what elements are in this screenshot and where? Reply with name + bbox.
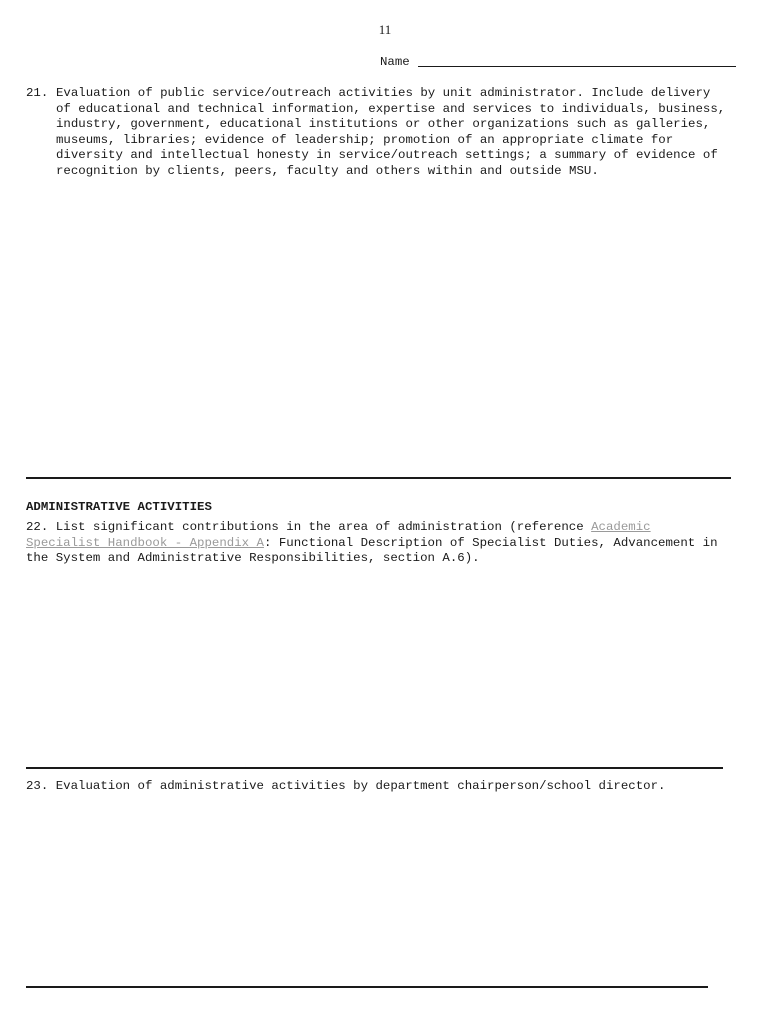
question-23-text: Evaluation of administrative activities by department chairperson/school director. bbox=[55, 779, 666, 793]
name-label: Name bbox=[380, 55, 410, 69]
question-21-number: 21. bbox=[26, 86, 49, 100]
question-22-text-after: : Functional Description of Specialist Duties, Advancement in the System and Administrative Responsibilities, section A.6). bbox=[26, 535, 718, 566]
question-22-text-before: List significant contributions in the area of administration (reference bbox=[55, 520, 592, 534]
question-22-number: 22. bbox=[26, 520, 49, 534]
question-23-number: 23. bbox=[26, 779, 49, 793]
name-input-line[interactable] bbox=[418, 66, 736, 67]
section-heading-administrative-activities: ADMINISTRATIVE ACTIVITIES bbox=[26, 500, 212, 514]
section-divider-1 bbox=[26, 477, 731, 479]
question-22 bbox=[26, 520, 732, 567]
question-21-text: Evaluation of public service/outreach activities by unit administrator. Include delivery of educational and technical information, expertise and services to individuals, business, industry, government, educational institutions or other organizations such as galleries, museums, libraries; evidence of leadership; promotion of an appropriate climate for diversity and intellectual honesty in service/outreach settings; a summary of evidence of recognition by clients, peers, faculty and others within and outside MSU. bbox=[56, 86, 726, 178]
handbook-appendix-a-link[interactable]: Academic Specialist Handbook - Appendix A bbox=[26, 520, 651, 550]
page-number: 11 bbox=[378, 22, 392, 37]
question-23 bbox=[26, 779, 732, 795]
section-divider-2 bbox=[26, 767, 723, 769]
section-divider-3 bbox=[26, 986, 708, 988]
name-field-row bbox=[380, 55, 736, 71]
question-21 bbox=[26, 86, 726, 180]
